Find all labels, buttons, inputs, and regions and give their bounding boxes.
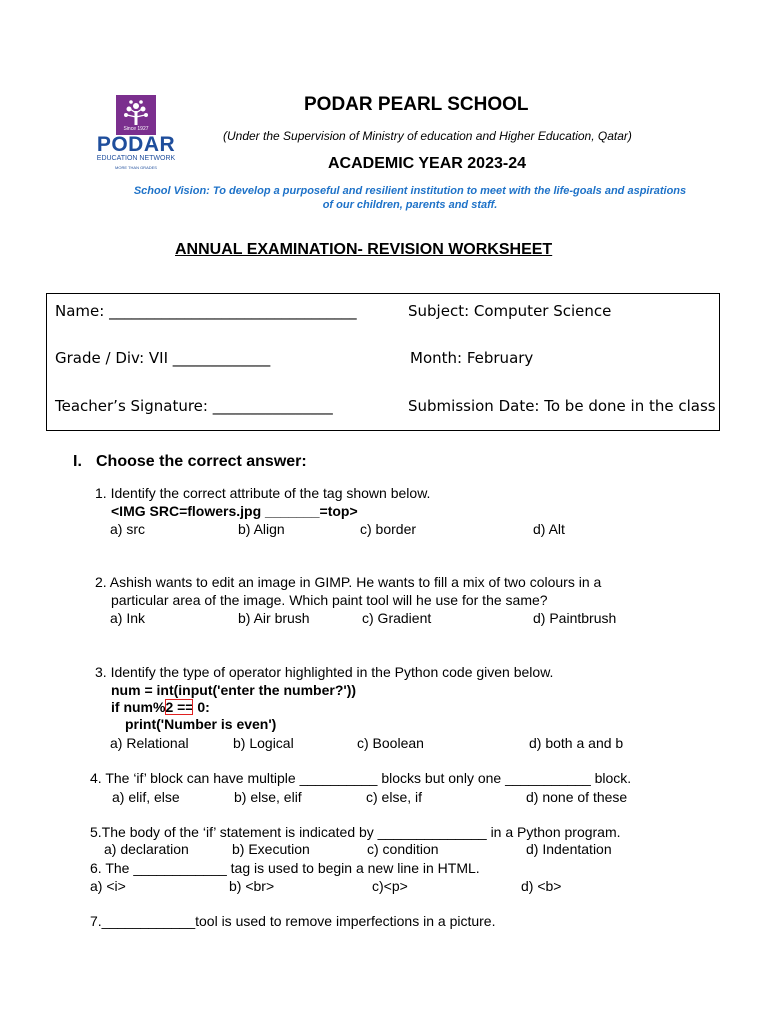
- worksheet-title: ANNUAL EXAMINATION- REVISION WORKSHEET: [175, 241, 553, 258]
- signature-field: Teacher’s Signature: ________________: [55, 397, 333, 415]
- q6-option-a: a) <i>: [90, 878, 126, 894]
- q5-option-d: d) Indentation: [526, 841, 612, 857]
- supervision-note: (Under the Supervision of Ministry of education and Higher Education, Qatar): [223, 129, 632, 143]
- q2-text-line2: particular area of the image. Which paint tool will he use for the same?: [111, 592, 548, 608]
- school-name: PODAR PEARL SCHOOL: [304, 94, 529, 115]
- q4-option-a: a) elif, else: [112, 789, 180, 805]
- logo-brand: PODAR: [96, 133, 176, 156]
- q3-option-c: c) Boolean: [357, 735, 424, 751]
- q6-option-b: b) <br>: [229, 878, 275, 894]
- q4-option-b: b) else, elif: [234, 789, 302, 805]
- q3-code-line3: print('Number is even'): [125, 716, 277, 732]
- q4-option-d: d) none of these: [526, 789, 628, 805]
- q3-code-line1: num = int(input('enter the number?')): [111, 682, 357, 698]
- q1-option-d: d) Alt: [533, 521, 565, 537]
- submission-field: Submission Date: To be done in the class: [408, 397, 716, 415]
- q2-option-a: a) Ink: [110, 610, 146, 626]
- grade-field: Grade / Div: VII _____________: [55, 349, 271, 367]
- student-info-box: [46, 293, 720, 431]
- logo-tagline: MORE THAN GRADES: [115, 165, 157, 170]
- section-title: Choose the correct answer:: [96, 453, 307, 470]
- name-field: Name: _________________________________: [55, 302, 357, 320]
- q7-text: 7.____________tool is used to remove imperfections in a picture.: [90, 913, 496, 929]
- q3-option-d: d) both a and b: [529, 735, 624, 751]
- q1-text: 1. Identify the correct attribute of the tag shown below.: [95, 485, 431, 501]
- q1-code: <IMG SRC=flowers.jpg _______=top>: [111, 503, 358, 519]
- q2-option-c: c) Gradient: [362, 610, 432, 626]
- q2-text-line1: 2. Ashish wants to edit an image in GIMP. He wants to fill a mix of two colours in a: [95, 574, 602, 590]
- q3-text: 3. Identify the type of operator highlighted in the Python code given below.: [95, 664, 554, 680]
- q2-option-d: d) Paintbrush: [533, 610, 617, 626]
- academic-year: ACADEMIC YEAR 2023-24: [328, 155, 526, 172]
- section-number: I.: [73, 453, 82, 470]
- q4-option-c: c) else, if: [366, 789, 423, 805]
- highlighted-operator: 2 ==: [165, 699, 194, 715]
- month-field: Month: February: [410, 349, 534, 367]
- q6-text: 6. The ____________ tag is used to begin a new line in HTML.: [90, 860, 480, 876]
- q3-option-a: a) Relational: [110, 735, 189, 751]
- q5-option-b: b) Execution: [232, 841, 310, 857]
- school-vision: School Vision: To develop a purposeful and resilient institution to meet with the life-goals and aspirations of our children, parents and staff.: [133, 185, 687, 211]
- q6-option-d: d) <b>: [521, 878, 562, 894]
- q4-text: 4. The ‘if’ block can have multiple __________ blocks but only one ___________ block.: [90, 770, 632, 786]
- q3-code-line2-end: 0:: [193, 699, 210, 715]
- q1-option-c: c) border: [360, 521, 417, 537]
- q1-option-a: a) src: [110, 521, 145, 537]
- subject-field: Subject: Computer Science: [408, 302, 612, 320]
- q5-option-c: c) condition: [367, 841, 439, 857]
- q2-option-b: b) Air brush: [238, 610, 310, 626]
- logo-since: Since 1927: [123, 126, 149, 132]
- q5-option-a: a) declaration: [104, 841, 189, 857]
- q3-option-b: b) Logical: [233, 735, 294, 751]
- school-logo: [86, 95, 186, 173]
- q6-option-c: c)<p>: [372, 878, 408, 894]
- q1-option-b: b) Align: [238, 521, 285, 537]
- logo-network: EDUCATION NETWORK: [96, 155, 176, 162]
- q5-text: 5.The body of the ‘if’ statement is indicated by ______________ in a Python program.: [90, 824, 621, 840]
- q3-code-line2: [111, 699, 210, 715]
- q3-code-line2-start: if num%: [111, 699, 166, 715]
